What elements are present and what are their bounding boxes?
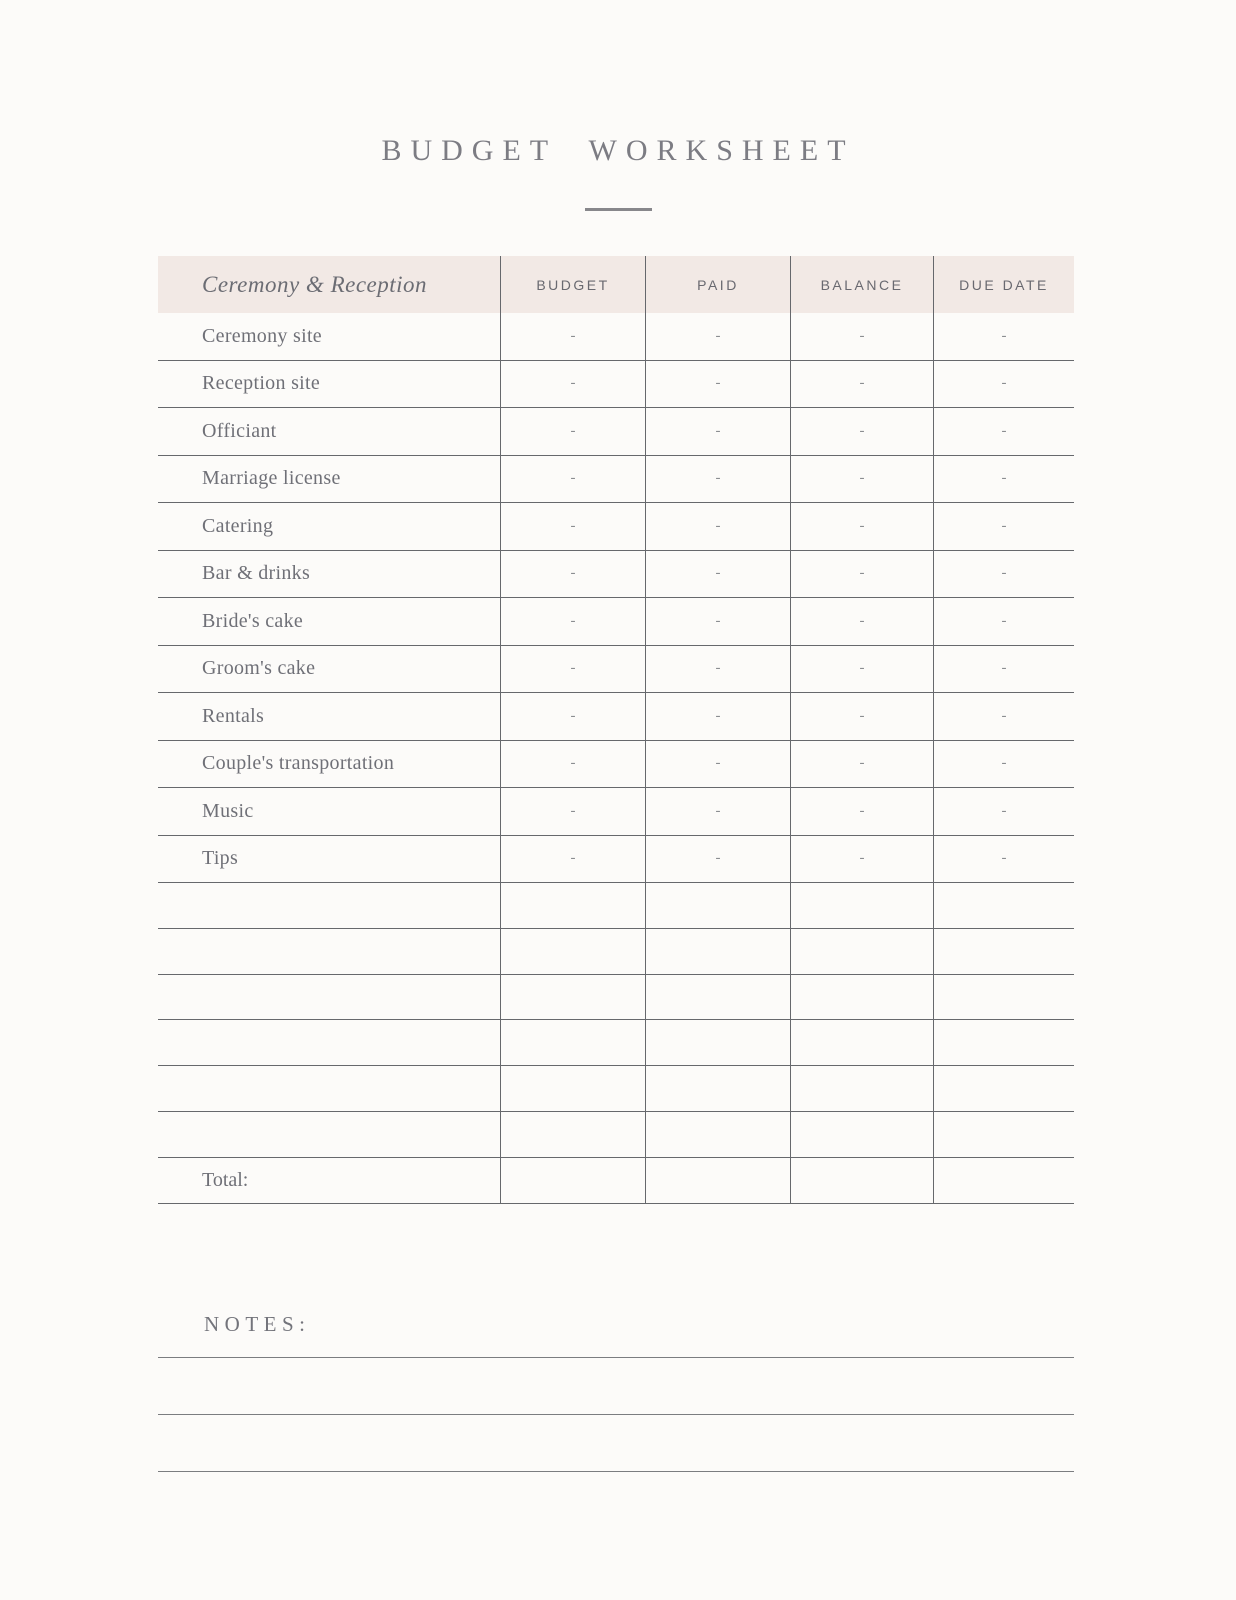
table-header-row	[158, 256, 1074, 313]
table-row	[158, 551, 1074, 599]
paid-cell: -	[645, 503, 790, 550]
total-paid-cell	[645, 1158, 790, 1203]
empty-label-cell	[158, 929, 500, 974]
empty-paid-cell	[645, 1020, 790, 1065]
budget-cell: -	[500, 456, 645, 503]
empty-budget-cell	[500, 1112, 645, 1157]
table-empty-row	[158, 1112, 1074, 1158]
table-total-row	[158, 1158, 1074, 1204]
empty-balance-cell	[790, 1112, 933, 1157]
notes-line	[158, 1414, 1074, 1415]
budget-cell: -	[500, 836, 645, 883]
total-balance-cell	[790, 1158, 933, 1203]
table-row	[158, 693, 1074, 741]
empty-label-cell	[158, 1066, 500, 1111]
budget-cell: -	[500, 361, 645, 408]
balance-cell: -	[790, 836, 933, 883]
balance-cell: -	[790, 313, 933, 360]
empty-paid-cell	[645, 883, 790, 928]
row-label-cell: Officiant	[202, 419, 277, 442]
balance-cell: -	[790, 598, 933, 645]
title-divider	[585, 208, 652, 211]
paid-cell: -	[645, 836, 790, 883]
row-label-cell: Groom's cake	[202, 657, 316, 680]
table-row	[158, 408, 1074, 456]
empty-paid-cell	[645, 1112, 790, 1157]
table-row	[158, 313, 1074, 361]
empty-due-date-cell	[933, 929, 1074, 974]
empty-budget-cell	[500, 1066, 645, 1111]
empty-budget-cell	[500, 1020, 645, 1065]
due-date-cell: -	[933, 361, 1074, 408]
table-row	[158, 598, 1074, 646]
empty-balance-cell	[790, 929, 933, 974]
empty-due-date-cell	[933, 1112, 1074, 1157]
budget-cell: -	[500, 788, 645, 835]
row-label-cell: Reception site	[202, 372, 321, 395]
budget-cell: -	[500, 313, 645, 360]
table-empty-row	[158, 975, 1074, 1021]
paid-cell: -	[645, 693, 790, 740]
balance-cell: -	[790, 788, 933, 835]
paid-cell: -	[645, 361, 790, 408]
due-date-cell: -	[933, 313, 1074, 360]
paid-cell: -	[645, 551, 790, 598]
due-date-cell: -	[933, 551, 1074, 598]
table-row	[158, 456, 1074, 504]
row-label-cell: Marriage license	[202, 467, 341, 490]
column-header-due-date: DUE DATE	[933, 256, 1074, 313]
row-label-cell: Catering	[202, 514, 274, 537]
empty-balance-cell	[790, 1066, 933, 1111]
budget-cell: -	[500, 503, 645, 550]
empty-label-cell	[158, 1112, 500, 1157]
paid-cell: -	[645, 646, 790, 693]
empty-budget-cell	[500, 929, 645, 974]
empty-label-cell	[158, 975, 500, 1020]
row-label-cell: Rentals	[202, 704, 265, 727]
row-label-cell: Music	[202, 799, 254, 822]
budget-cell: -	[500, 598, 645, 645]
empty-paid-cell	[645, 929, 790, 974]
column-header-budget: BUDGET	[500, 256, 645, 313]
empty-balance-cell	[790, 1020, 933, 1065]
budget-table	[158, 256, 1074, 1204]
empty-due-date-cell	[933, 975, 1074, 1020]
budget-cell: -	[500, 408, 645, 455]
due-date-cell: -	[933, 788, 1074, 835]
column-header-paid: PAID	[645, 256, 790, 313]
empty-budget-cell	[500, 975, 645, 1020]
paid-cell: -	[645, 741, 790, 788]
empty-balance-cell	[790, 975, 933, 1020]
empty-due-date-cell	[933, 883, 1074, 928]
due-date-cell: -	[933, 456, 1074, 503]
table-empty-row	[158, 1020, 1074, 1066]
empty-label-cell	[158, 883, 500, 928]
paid-cell: -	[645, 313, 790, 360]
due-date-cell: -	[933, 693, 1074, 740]
balance-cell: -	[790, 551, 933, 598]
budget-cell: -	[500, 646, 645, 693]
section-title: Ceremony & Reception	[202, 271, 428, 297]
due-date-cell: -	[933, 408, 1074, 455]
paid-cell: -	[645, 598, 790, 645]
balance-cell: -	[790, 408, 933, 455]
balance-cell: -	[790, 646, 933, 693]
table-row	[158, 503, 1074, 551]
row-label-cell: Tips	[202, 847, 239, 870]
empty-balance-cell	[790, 883, 933, 928]
empty-budget-cell	[500, 883, 645, 928]
page-title: BUDGET WORKSHEET	[381, 134, 855, 167]
table-row	[158, 788, 1074, 836]
notes-label: NOTES:	[204, 1312, 311, 1336]
due-date-cell: -	[933, 503, 1074, 550]
balance-cell: -	[790, 456, 933, 503]
due-date-cell: -	[933, 836, 1074, 883]
table-empty-row	[158, 929, 1074, 975]
notes-line	[158, 1357, 1074, 1358]
balance-cell: -	[790, 361, 933, 408]
row-label-cell: Bride's cake	[202, 609, 304, 632]
table-row	[158, 836, 1074, 884]
paid-cell: -	[645, 456, 790, 503]
table-empty-row	[158, 1066, 1074, 1112]
empty-paid-cell	[645, 1066, 790, 1111]
budget-cell: -	[500, 741, 645, 788]
empty-due-date-cell	[933, 1066, 1074, 1111]
due-date-cell: -	[933, 741, 1074, 788]
due-date-cell: -	[933, 646, 1074, 693]
notes-line	[158, 1471, 1074, 1472]
row-label-cell: Bar & drinks	[202, 562, 311, 585]
balance-cell: -	[790, 503, 933, 550]
balance-cell: -	[790, 741, 933, 788]
empty-due-date-cell	[933, 1020, 1074, 1065]
balance-cell: -	[790, 693, 933, 740]
row-label-cell: Ceremony site	[202, 324, 322, 347]
paid-cell: -	[645, 788, 790, 835]
column-header-balance: BALANCE	[790, 256, 933, 313]
empty-paid-cell	[645, 975, 790, 1020]
table-empty-row	[158, 883, 1074, 929]
budget-cell: -	[500, 693, 645, 740]
total-budget-cell	[500, 1158, 645, 1203]
paid-cell: -	[645, 408, 790, 455]
table-row	[158, 361, 1074, 409]
total-due-date-cell	[933, 1158, 1074, 1203]
budget-cell: -	[500, 551, 645, 598]
total-label: Total:	[202, 1168, 249, 1191]
table-row	[158, 741, 1074, 789]
row-label-cell: Couple's transportation	[202, 752, 395, 775]
table-row	[158, 646, 1074, 694]
empty-label-cell	[158, 1020, 500, 1065]
due-date-cell: -	[933, 598, 1074, 645]
